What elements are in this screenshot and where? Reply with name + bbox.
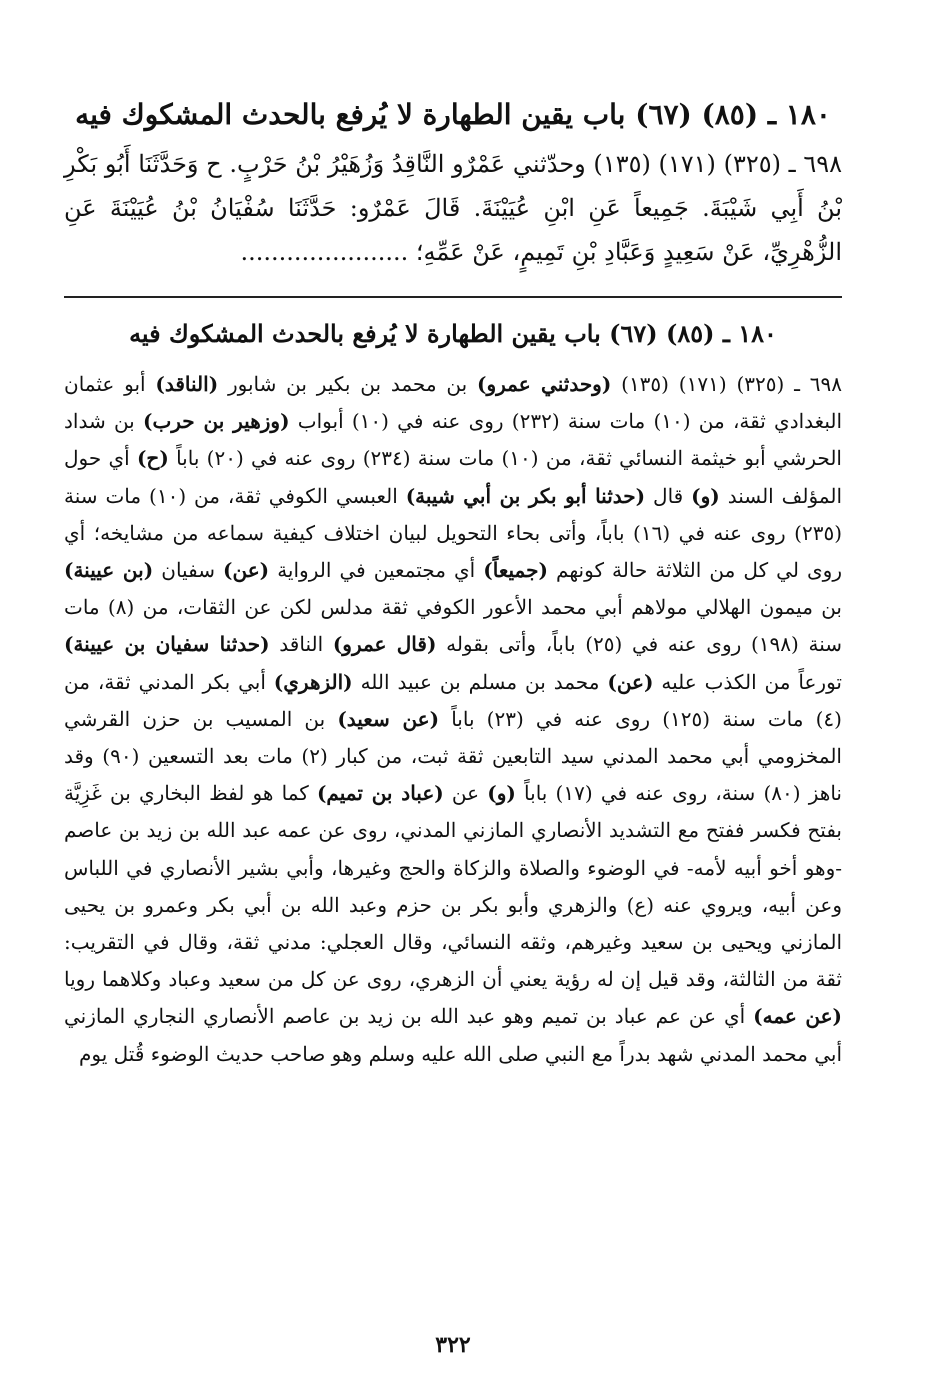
commentary-segment: بن محمد بن بكير بن شابور <box>218 372 477 396</box>
commentary-bold-phrase: (و) <box>691 483 720 508</box>
commentary-segment: بن ميمون الهلالي مولاهم أبي محمد الأعور الكوفي ثقة مدلس لكن عن الثقات، من (٨) مات سنة (١٩٨) روى عنه في (٢٥) باباً، وأتى بقوله <box>64 595 843 657</box>
commentary-bold-phrase: (بن عيينة) <box>64 558 154 583</box>
commentary-bold-phrase: (وحدثني عمرو) <box>476 372 612 396</box>
commentary-segment: أي مجتمعين في الرواية <box>269 558 484 583</box>
commentary-segment: تورعاً من الكذب عليه <box>653 669 842 694</box>
commentary-segment: أبو عثمان البغدادي ثقة، من (١٠) مات سنة (٢٣٢) روى عنه في (١٠) أبواب <box>64 372 842 434</box>
commentary-segment: العبسي الكوفي ثقة، من (١٠) مات سنة (٢٣٥) روى عنه في (١٦) باباً، وأتى بحاء التحويل لبيان اختلاف كيفية سماعه من مشايخه؛ أي روى لي كل من الثلاثة حالة كونهم <box>64 483 842 583</box>
hadith-text: ٦٩٨ ـ (٣٢٥) (١٧١) (١٣٥) وحدّثني عَمْرٌو النَّاقِدُ وَزُهَيْرُ بْنُ حَرْبٍ. ح وَحَدَّثَنَا أَبُو بَكْرِ بْنُ أَبِي شَيْبَةَ. جَمِيعاً عَنِ ابْنِ عُيَيْنَةَ. قَالَ عَمْرٌو: حَدَّثَنَا سُفْيَانُ بْنُ عُيَيْنَةَ عَنِ الزُّهْرِيِّ، عَنْ سَعِيدٍ وَعَبَّادِ بْنِ تَمِيمٍ، عَنْ عَمِّهِ؛ ...................... <box>64 150 842 266</box>
section-divider <box>64 296 842 298</box>
commentary-bold-phrase: (و) <box>487 781 516 806</box>
commentary-chapter-heading: ١٨٠ ـ (٨٥) (٦٧) باب يقين الطهارة لا يُرفع بالحدث المشكوك فيه <box>129 319 777 348</box>
commentary-bold-phrase: (عن عمه) <box>753 1004 843 1029</box>
commentary-bold-phrase: (عن) <box>607 669 654 694</box>
commentary-bold-phrase: (وزهير بن حرب) <box>142 409 290 434</box>
commentary-bold-phrase: (الناقد) <box>155 372 219 396</box>
commentary-segment: قال <box>645 483 692 508</box>
page-number: ٣٢٢ <box>435 1332 471 1358</box>
commentary-bold-phrase: (عن سعيد) <box>337 706 440 731</box>
commentary-bold-phrase: (حدثنا سفيان بن عيينة) <box>64 632 270 657</box>
commentary-segment: بن شداد الحرشي أبو خيثمة النسائي ثقة، من (١٠) مات سنة (٢٣٤) روى عنه في (٢٠) باباً <box>64 409 842 471</box>
commentary-bold-phrase: (عباد بن تميم) <box>316 781 444 806</box>
commentary-segment: كما هو لفظ البخاري بن غَزِيَّة بفتح فكسر ففتح مع التشديد الأنصاري المازني المدني، روى عن عمه عبد الله بن زيد بن عاصم -وهو أخو أبيه لأمه- في الوضوء والصلاة والزكاة والحج وغيرها، وأبي بشير الأنصاري في اللباس وعن أبيه، ويروي عنه (ع) والزهري وأبو بكر بن حزم وعبد الله بن أبي بكر وعمرو بن يحيى المازني ويحيى بن سعيد وغيرهم، وثقه النسائي، وقال العجلي: مدني ثقة، وقال في التقريب: ثقة من الثالثة، وقد قيل إن له رؤية يعني أن الزهري، روى عن كل من سعيد وعباد وكلاهما رويا <box>64 781 842 992</box>
commentary-bold-phrase: (حدثنا أبو بكر بن أبي شيبة) <box>405 483 646 508</box>
commentary-segment: ٦٩٨ ـ (٣٢٥) (١٧١) (١٣٥) <box>611 372 842 396</box>
commentary-text <box>64 366 842 1073</box>
commentary-segment: محمد بن مسلم بن عبيد الله <box>352 669 608 694</box>
commentary-segment: أي عن عم عباد بن تميم وهو عبد الله بن زيد بن عاصم الأنصاري النجاري المازني أبي محمد المدني شهد بدراً مع النبي صلى الله عليه وسلم وهو صاحب حديث الوضوء قُتل يوم <box>64 1004 842 1066</box>
commentary-segment: الناقد <box>269 632 333 657</box>
commentary-bold-phrase: (الزهري) <box>273 669 353 694</box>
commentary-bold-phrase: (قال عمرو) <box>332 632 437 657</box>
commentary-segment: سفيان <box>153 558 224 583</box>
commentary-segment: أبي بكر المدني ثقة، من (٤) مات سنة (١٢٥) روى عنه في (٢٣) باباً <box>64 669 842 731</box>
commentary-bold-phrase: (عن) <box>223 558 270 583</box>
book-page <box>64 90 842 1360</box>
commentary-segment: أي حول المؤلف السند <box>64 446 842 508</box>
commentary-bold-phrase: (جميعاً) <box>483 558 548 583</box>
commentary-bold-phrase: (ح) <box>136 446 169 471</box>
upper-chapter-heading: ١٨٠ ـ (٨٥) (٦٧) باب يقين الطهارة لا يُرفع بالحدث المشكوك فيه <box>75 98 831 131</box>
commentary-segment: بن المسيب بن حزن القرشي المخزومي أبي محمد المدني سيد التابعين ثقة ثبت، من كبار (٢) مات بعد التسعين (٩٠) وقد ناهز (٨٠) سنة، روى عنه في (١٧) باباً <box>64 706 842 806</box>
commentary-segment: عن <box>443 781 488 806</box>
